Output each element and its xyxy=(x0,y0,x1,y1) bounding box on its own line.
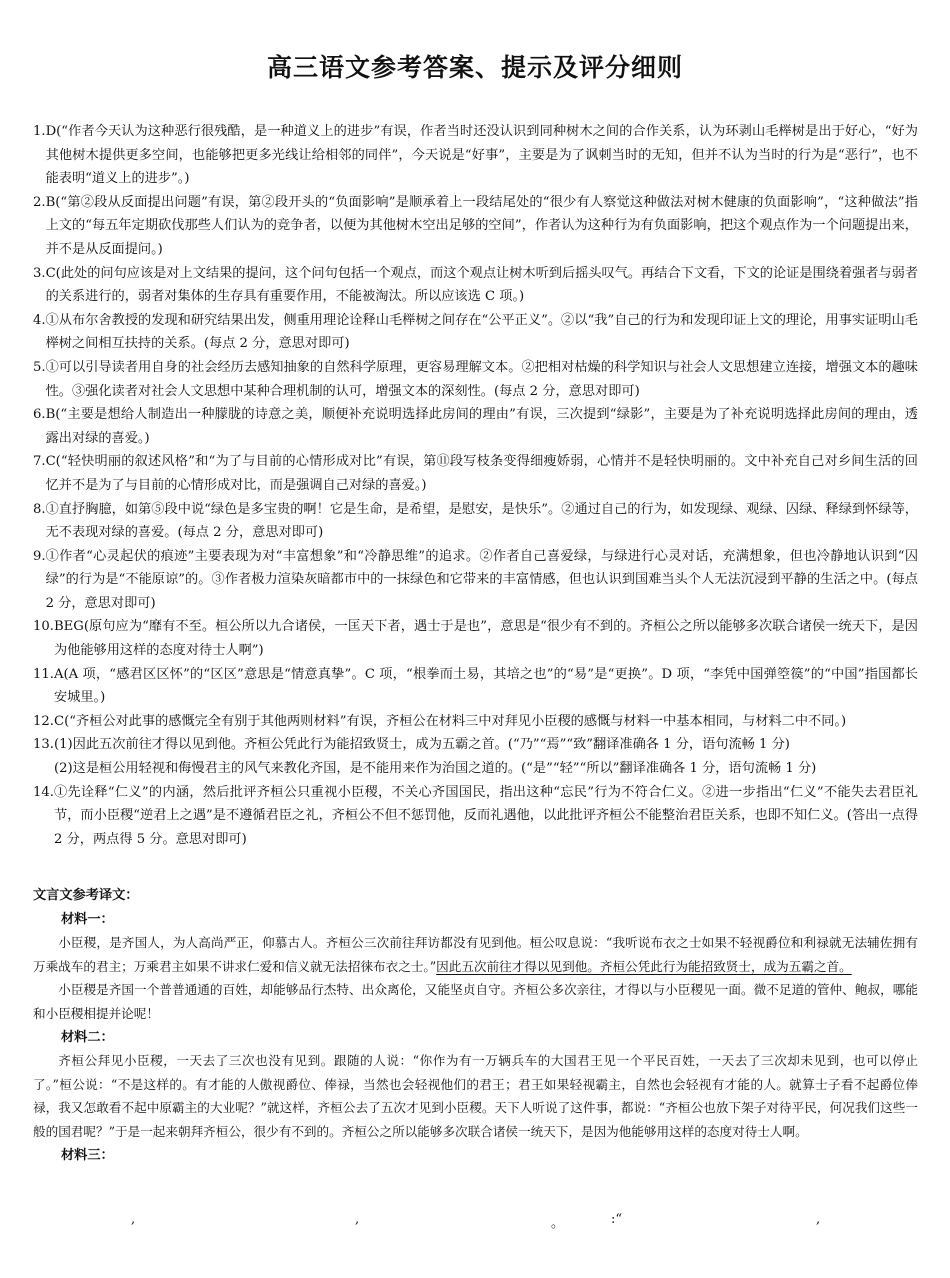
answer-item-8 xyxy=(33,498,918,545)
item-text: C(“齐桓公对此事的感慨完全有别于其他两则材料”有误，齐桓公在材料三中对拜见小臣稷的感慨与材料一中基本相同，与材料二中不同。) xyxy=(53,713,847,729)
answer-item-7 xyxy=(33,450,918,497)
item-text: BEG(原句应为“靡有不至。桓公所以九合诸侯，一匡天下者，遇士于是也”，意思是“很少有不到的。齐桓公之所以能够多次联合诸侯一统天下，是因为他能够用这样的态度对待士人啊”) xyxy=(53,619,918,659)
item-text: C(此处的问句应该是对上文结果的提问，这个问句包括一个观点，而这个观点让树木听到后摇头叹气。再结合下文看，下文的论证是围绕着强者与弱者的关系进行的，弱者对集体的生存具有重要作用，不能被淘汰。所以应该选 C 项。) xyxy=(45,265,919,305)
answer-item-5 xyxy=(33,356,918,403)
material-1-paragraph-1 xyxy=(33,931,918,978)
item-number: 5. xyxy=(33,359,46,375)
item-number: 2. xyxy=(33,194,46,210)
item-number: 1. xyxy=(33,124,46,139)
item-number: 4. xyxy=(33,312,46,328)
item-text: B(“主要是想给人制造出一种朦胧的诗意之美，顺便补充说明选择此房间的理由”有误，三次提到“绿影”，主要是为了补充说明选择此房间的理由，透露出对绿的喜爱。) xyxy=(45,407,918,446)
answer-item-10 xyxy=(33,615,918,662)
answer-item-12 xyxy=(33,710,918,734)
item-text: ①先诠释“仁义”的内涵，然后批评齐桓公只重视小臣稷，不关心齐国国民，指出这种“忘民”行为不符合仁义。②进一步指出“仁义”不能失去君臣礼节，而小臣稷“逆君上之遇”是不遵循君臣之礼，齐桓公不但不惩罚他，反而礼遇他，以此批评齐桓公不能整治君臣关系，也即不知仁义。(答出一点得 2 分，两点得 5 分。意思对即可) xyxy=(53,784,918,847)
answer-item-6 xyxy=(33,403,918,450)
item-text: A(A 项，“感君区区怀”的“区区”意思是“情意真挚”。C 项，“根拳而土易，其培之也”的“易”是“更换”。D 项，“李凭中国弹箜篌”的“中国”指国都长安城里。) xyxy=(53,666,918,706)
answer-item-13 xyxy=(33,733,918,780)
punctuation-mark: , xyxy=(355,1212,360,1227)
item-text: ①可以引导读者用自身的社会经历去感知抽象的自然科学原理，更容易理解文本。②把相对枯燥的科学知识与社会人文思想建立连接，增强文本的趣味性。③强化读者对社会人文思想中某种合理机制的认可，增强文本的深刻性。(每点 2 分，意思对即可) xyxy=(45,359,918,399)
item-text: B(“第②段从反面提出问题”有误，第②段开头的“负面影响”是顺承着上一段结尾处的“很少有人察觉这种做法对树木健康的负面影响”，“这种做法”指上文的“每五年定期砍伐那些人们认为的竞争者，以便为其他树木空出足够的空间”，作者认为这种行为有负面影响，把这个观点作为一个问题提出来，并不是从反面提问。) xyxy=(45,194,918,257)
material-1-text: 小臣稷，是齐国人，为人高尚严正，仰慕古人。齐桓公三次前往拜访都没有见到他。桓公叹息说：“我听说布衣之士如果不轻视爵位和利禄就无法辅佐拥有万乘战车的君主；万乘君主如果不讲求仁爱和信义就无法招徕布衣之士。” xyxy=(33,935,918,974)
item-number: 14. xyxy=(33,784,54,800)
item-text: ①作者“心灵起伏的痕迹”主要表现为对“丰富想象”和“冷静思维”的追求。②作者自己喜爱绿，与绿进行心灵对话，充满想象，但也冷静地认识到“囚绿”的行为是“不能原谅”的。③作者极力渲染灰暗都市中的一抹绿色和它带来的丰富情感，但也认识到国难当头个人无法沉浸到平静的生活之中。(每点 2 分，意思对即可) xyxy=(45,548,918,611)
item-text: ①直抒胸臆，如第⑤段中说“绿色是多宝贵的啊！它是生命，是希望，是慰安，是快乐”。②通过自己的行为，如发现绿、观绿、囚绿、释绿到怀绿等，无不表现对绿的喜爱。(每点 2 分，意思对即可) xyxy=(45,501,918,541)
item-number: 6. xyxy=(33,407,46,423)
item-text-part-1: (1)因此五次前往才得以见到他。齐桓公凭此行为能招致贤士，成为五霸之首。(“乃”“焉”“致”翻译准确各 1 分，语句流畅 1 分) xyxy=(53,737,790,753)
item-text: D(“作者今天认为这种恶行很残酷，是一种道义上的进步”有误，作者当时还没认识到同种树木之间的合作关系，认为环剥山毛榉树是出于好心，“好为其他树木提供更多空间，也能够把更多光线让给相邻的同伴”，今天说是“好事”，主要是为了讽刺当时的无知，但并不认为当时的行为是“恶行”，也不能表明“道义上的进步”。) xyxy=(45,124,918,187)
item-number: 3. xyxy=(33,265,46,281)
punctuation-mark: , xyxy=(131,1212,136,1227)
answer-item-9 xyxy=(33,545,918,616)
item-text-group xyxy=(54,733,918,780)
punctuation-mark: 。 xyxy=(551,1216,565,1231)
translation-section xyxy=(33,884,918,1167)
item-number: 9. xyxy=(33,548,46,564)
item-number: 7. xyxy=(33,454,46,470)
material-1-title: 材料一： xyxy=(61,911,114,927)
answer-item-2 xyxy=(33,191,918,262)
item-number: 8. xyxy=(33,501,46,517)
item-number: 12. xyxy=(33,713,54,729)
material-3-cutoff-line xyxy=(33,1212,918,1234)
punctuation-mark: , xyxy=(816,1212,821,1227)
answer-item-3 xyxy=(33,262,918,309)
material-2-title: 材料二： xyxy=(61,1029,114,1045)
answer-item-4 xyxy=(33,309,918,356)
material-2-paragraph: 齐桓公拜见小臣稷，一天去了三次也没有见到。跟随的人说：“你作为有一万辆兵车的大国君王见一个平民百姓，一天去了三次却未见到，也可以停止了。”桓公说：“不是这样的。有才能的人傲视爵位、俸禄，当然也会轻视他们的君王；君王如果轻视霸主，自然也会轻视有才能的人。就算士子看不起爵位俸禄，我又怎敢看不起中原霸主的大业呢？”就这样，齐桓公去了五次才见到小臣稷。天下人听说了这件事，都说：“齐桓公也放下架子对待平民，何况我们这些一般的国君呢？”于是一起来朝拜齐桓公，很少有不到的。齐桓公之所以能够多次联合诸侯一统天下，是因为他能够用这样的态度对待士人啊。 xyxy=(33,1053,918,1139)
punctuation-mark: :“ xyxy=(611,1212,623,1227)
material-3-title: 材料三： xyxy=(61,1147,114,1163)
item-number: 10. xyxy=(33,619,54,635)
answer-item-14 xyxy=(33,781,918,852)
answer-list xyxy=(33,120,918,851)
item-text: C(“轻快明丽的叙述风格”和“为了与目前的心情形成对比”有误，第⑪段写枝条变得细瘦娇弱，心情并不是轻快明丽的。文中补充自己对乡间生活的回忆并不是为了与目前的心情形成对比，而是强调自己对绿的喜爱。) xyxy=(45,454,918,493)
material-1-paragraph-2: 小臣稷是齐国一个普普通通的百姓，却能够品行杰特、出众离伦，又能坚贞自守。齐桓公多次亲往，才得以与小臣稷见一面。微不足道的管仲、鲍叔，哪能和小臣稷相提并论呢！ xyxy=(33,982,918,1021)
item-text: ①从布尔舍教授的发现和研究结果出发，侧重用理论诠释山毛榉树之间存在“公平正义”。②以“我”自己的行为和发现印证上文的理论，用事实证明山毛榉树之间相互扶持的关系。(每点 2 分，意思对即可) xyxy=(45,312,918,352)
answer-item-11 xyxy=(33,663,918,710)
answer-item-1 xyxy=(33,120,918,191)
item-number: 13. xyxy=(33,737,54,753)
translation-heading: 文言文参考译文： xyxy=(33,888,139,903)
item-text-part-2: (2)这是桓公用轻视和侮慢君主的风气来教化齐国，是不能用来作为治国之道的。(“是”“轻”“所以”翻译准确各 1 分，语句流畅 1 分) xyxy=(53,761,817,777)
page-title: 高三语文参考答案、提示及评分细则 xyxy=(266,53,683,82)
item-number: 11. xyxy=(33,666,54,682)
material-1-underlined-text: 因此五次前往才得以见到他。齐桓公凭此行为能招致贤士，成为五霸之首。 xyxy=(436,958,852,974)
